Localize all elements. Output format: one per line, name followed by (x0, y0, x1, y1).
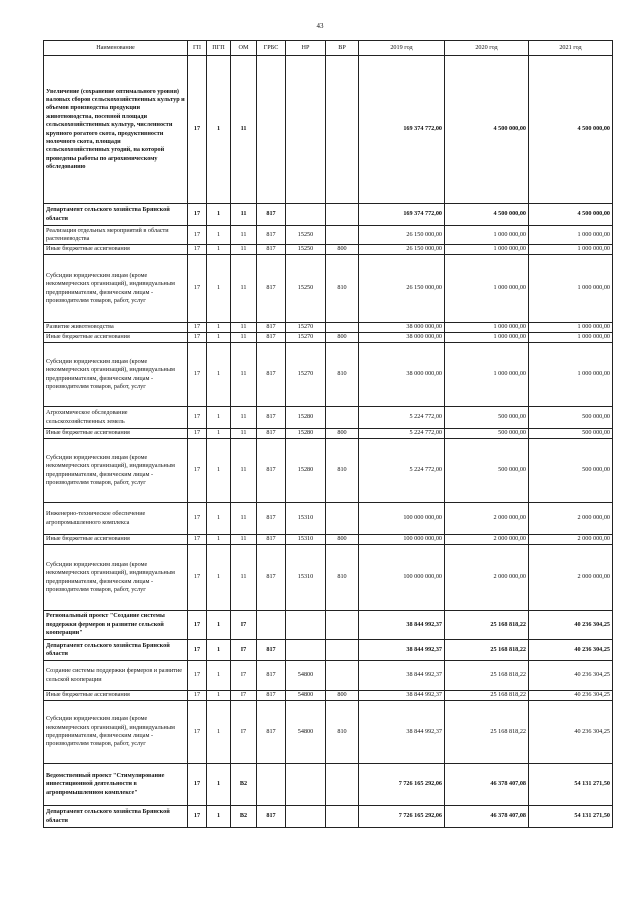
cell-np: 15270 (286, 323, 326, 333)
cell-pgp: 1 (207, 429, 231, 439)
cell-grbs: 817 (257, 343, 286, 407)
header-2021: 2021 год (529, 41, 613, 56)
cell-om: 11 (231, 56, 257, 204)
cell-grbs: 817 (257, 691, 286, 701)
cell-2021: 1 000 000,00 (529, 343, 613, 407)
cell-pgp: 1 (207, 333, 231, 343)
cell-2019: 26 150 000,00 (359, 255, 445, 323)
cell-2021: 500 000,00 (529, 429, 613, 439)
cell-grbs: 817 (257, 407, 286, 429)
cell-name: Развитие животноводства (44, 323, 188, 333)
cell-gp: 17 (188, 545, 207, 611)
table-row (44, 503, 613, 535)
cell-vr: 800 (326, 429, 359, 439)
cell-pgp: 1 (207, 204, 231, 226)
table-row (44, 333, 613, 343)
table-row (44, 611, 613, 640)
cell-pgp: 1 (207, 323, 231, 333)
cell-gp: 17 (188, 503, 207, 535)
cell-2020: 500 000,00 (445, 407, 529, 429)
cell-pgp: 1 (207, 343, 231, 407)
table-row (44, 429, 613, 439)
cell-om: I7 (231, 640, 257, 661)
cell-gp: 17 (188, 333, 207, 343)
cell-grbs: 817 (257, 661, 286, 691)
cell-2019: 38 844 992,37 (359, 661, 445, 691)
cell-2021: 1 000 000,00 (529, 333, 613, 343)
cell-pgp: 1 (207, 764, 231, 806)
header-name: Наименование (44, 41, 188, 56)
cell-name: Агрохимическое обследование сельскохозяйственных земель (44, 407, 188, 429)
table-row (44, 806, 613, 828)
table-row (44, 439, 613, 503)
header-gp: ГП (188, 41, 207, 56)
table-row (44, 764, 613, 806)
cell-np (286, 806, 326, 828)
cell-name: Увеличение (сохранение оптимального уровня) валовых сборов сельскохозяйственных культур и объемов производства продукции животноводства, посевной площади сельскохозяйственных культур, численности крупного рогатого скота, продуктивности молочного скота, площади сельскохозяйственных угодий, на которой проведены работы по агрохимическому обследованию (44, 56, 188, 204)
cell-name: Иные бюджетные ассигнования (44, 245, 188, 255)
cell-2020: 4 500 000,00 (445, 204, 529, 226)
table-row (44, 323, 613, 333)
cell-vr: 800 (326, 535, 359, 545)
cell-om: 11 (231, 226, 257, 245)
cell-2019: 169 374 772,00 (359, 204, 445, 226)
cell-name: Субсидии юридическим лицам (кроме некоммерческих организаций), индивидуальным предпринимателям, физическим лицам - производителям товаров, работ, услуг (44, 701, 188, 764)
cell-grbs (257, 611, 286, 640)
page-number: 43 (316, 22, 324, 30)
cell-vr (326, 806, 359, 828)
cell-2020: 2 000 000,00 (445, 503, 529, 535)
cell-pgp: 1 (207, 245, 231, 255)
cell-gp: 17 (188, 56, 207, 204)
budget-table (43, 40, 613, 828)
cell-2019: 100 000 000,00 (359, 535, 445, 545)
cell-gp: 17 (188, 226, 207, 245)
cell-np (286, 764, 326, 806)
cell-2021: 1 000 000,00 (529, 323, 613, 333)
cell-vr (326, 503, 359, 535)
cell-np (286, 640, 326, 661)
cell-np: 15310 (286, 503, 326, 535)
cell-2021: 2 000 000,00 (529, 545, 613, 611)
cell-vr: 800 (326, 245, 359, 255)
table-header-row (44, 41, 613, 56)
table-row (44, 204, 613, 226)
cell-pgp: 1 (207, 255, 231, 323)
cell-np: 15310 (286, 535, 326, 545)
cell-2021: 1 000 000,00 (529, 245, 613, 255)
cell-name: Инженерно-техническое обеспечение агропромышленного комплекса (44, 503, 188, 535)
cell-name: Ведомственный проект "Стимулирование инвестиционной деятельности в агропромышленном комплексе" (44, 764, 188, 806)
cell-pgp: 1 (207, 535, 231, 545)
cell-name: Департамент сельского хозяйства Брянской области (44, 204, 188, 226)
cell-om: 11 (231, 545, 257, 611)
cell-vr (326, 204, 359, 226)
cell-2020: 1 000 000,00 (445, 323, 529, 333)
header-grbs: ГРБС (257, 41, 286, 56)
cell-2019: 5 224 772,00 (359, 439, 445, 503)
cell-gp: 17 (188, 661, 207, 691)
cell-2021: 1 000 000,00 (529, 255, 613, 323)
cell-np: 15250 (286, 226, 326, 245)
cell-om: 11 (231, 439, 257, 503)
cell-om: 11 (231, 503, 257, 535)
cell-2020: 2 000 000,00 (445, 535, 529, 545)
cell-gp: 17 (188, 407, 207, 429)
cell-2020: 25 168 818,22 (445, 661, 529, 691)
cell-2021: 40 236 304,25 (529, 640, 613, 661)
cell-vr (326, 407, 359, 429)
cell-gp: 17 (188, 691, 207, 701)
cell-2020: 2 000 000,00 (445, 545, 529, 611)
cell-name: Региональный проект "Создание системы поддержки фермеров и развитие сельской кооперации" (44, 611, 188, 640)
cell-2019: 26 150 000,00 (359, 245, 445, 255)
cell-name: Иные бюджетные ассигнования (44, 691, 188, 701)
cell-2019: 7 726 165 292,06 (359, 806, 445, 828)
cell-name: Иные бюджетные ассигнования (44, 429, 188, 439)
cell-om: В2 (231, 764, 257, 806)
cell-2021: 2 000 000,00 (529, 503, 613, 535)
cell-vr: 810 (326, 545, 359, 611)
cell-pgp: 1 (207, 407, 231, 429)
cell-name: Реализация отдельных мероприятий в области растениеводства (44, 226, 188, 245)
cell-om: 11 (231, 255, 257, 323)
cell-np: 15310 (286, 545, 326, 611)
cell-grbs: 817 (257, 439, 286, 503)
cell-2019: 38 844 992,37 (359, 701, 445, 764)
cell-vr: 800 (326, 333, 359, 343)
cell-np: 54800 (286, 701, 326, 764)
cell-om: I7 (231, 691, 257, 701)
cell-np: 15280 (286, 407, 326, 429)
cell-2020: 1 000 000,00 (445, 255, 529, 323)
cell-pgp: 1 (207, 503, 231, 535)
cell-gp: 17 (188, 764, 207, 806)
cell-om: 11 (231, 535, 257, 545)
cell-grbs: 817 (257, 535, 286, 545)
cell-2020: 500 000,00 (445, 429, 529, 439)
cell-pgp: 1 (207, 640, 231, 661)
cell-vr (326, 226, 359, 245)
cell-pgp: 1 (207, 439, 231, 503)
cell-vr: 800 (326, 691, 359, 701)
cell-om: 11 (231, 343, 257, 407)
table-row (44, 545, 613, 611)
cell-grbs: 817 (257, 503, 286, 535)
cell-gp: 17 (188, 439, 207, 503)
cell-2021: 500 000,00 (529, 439, 613, 503)
cell-2020: 25 168 818,22 (445, 691, 529, 701)
cell-gp: 17 (188, 535, 207, 545)
cell-2021: 4 500 000,00 (529, 56, 613, 204)
cell-pgp: 1 (207, 806, 231, 828)
cell-pgp: 1 (207, 226, 231, 245)
cell-2021: 40 236 304,25 (529, 691, 613, 701)
cell-vr (326, 661, 359, 691)
cell-pgp: 1 (207, 691, 231, 701)
cell-om: 11 (231, 333, 257, 343)
cell-vr: 810 (326, 255, 359, 323)
cell-om: 11 (231, 245, 257, 255)
cell-np (286, 204, 326, 226)
cell-2019: 7 726 165 292,06 (359, 764, 445, 806)
cell-2019: 5 224 772,00 (359, 429, 445, 439)
cell-grbs: 817 (257, 806, 286, 828)
header-vr: ВР (326, 41, 359, 56)
cell-vr: 810 (326, 701, 359, 764)
cell-name: Субсидии юридическим лицам (кроме некоммерческих организаций), индивидуальным предпринимателям, физическим лицам - производителям товаров, работ, услуг (44, 343, 188, 407)
cell-grbs: 817 (257, 204, 286, 226)
cell-2019: 38 000 000,00 (359, 333, 445, 343)
cell-2019: 38 844 992,37 (359, 640, 445, 661)
cell-om: 11 (231, 429, 257, 439)
cell-np: 15280 (286, 429, 326, 439)
cell-gp: 17 (188, 640, 207, 661)
cell-vr (326, 764, 359, 806)
cell-grbs: 817 (257, 701, 286, 764)
cell-pgp: 1 (207, 56, 231, 204)
table-row (44, 226, 613, 245)
cell-np (286, 56, 326, 204)
cell-2020: 500 000,00 (445, 439, 529, 503)
cell-name: Субсидии юридическим лицам (кроме некоммерческих организаций), индивидуальным предпринимателям, физическим лицам - производителям товаров, работ, услуг (44, 439, 188, 503)
cell-2021: 4 500 000,00 (529, 204, 613, 226)
cell-gp: 17 (188, 255, 207, 323)
cell-name: Создание системы поддержки фермеров и развитие сельской кооперации (44, 661, 188, 691)
cell-gp: 17 (188, 806, 207, 828)
table-row (44, 255, 613, 323)
table-row (44, 640, 613, 661)
cell-2020: 46 378 407,08 (445, 764, 529, 806)
cell-2019: 100 000 000,00 (359, 503, 445, 535)
cell-grbs: 817 (257, 545, 286, 611)
cell-2021: 54 131 271,50 (529, 806, 613, 828)
cell-grbs: 817 (257, 226, 286, 245)
cell-np: 15250 (286, 255, 326, 323)
table-row (44, 245, 613, 255)
cell-2021: 40 236 304,25 (529, 661, 613, 691)
cell-2021: 2 000 000,00 (529, 535, 613, 545)
table-row (44, 661, 613, 691)
cell-2020: 4 500 000,00 (445, 56, 529, 204)
cell-grbs: 817 (257, 323, 286, 333)
cell-gp: 17 (188, 323, 207, 333)
cell-pgp: 1 (207, 611, 231, 640)
cell-vr (326, 323, 359, 333)
cell-2019: 38 844 992,37 (359, 611, 445, 640)
cell-pgp: 1 (207, 701, 231, 764)
cell-2020: 25 168 818,22 (445, 611, 529, 640)
cell-2021: 40 236 304,25 (529, 611, 613, 640)
table-row (44, 343, 613, 407)
cell-om: I7 (231, 701, 257, 764)
cell-name: Департамент сельского хозяйства Брянской области (44, 640, 188, 661)
table-body (44, 56, 613, 828)
cell-om: 11 (231, 323, 257, 333)
cell-gp: 17 (188, 701, 207, 764)
cell-vr (326, 56, 359, 204)
header-om: ОМ (231, 41, 257, 56)
cell-om: I7 (231, 661, 257, 691)
cell-name: Субсидии юридическим лицам (кроме некоммерческих организаций), индивидуальным предпринимателям, физическим лицам - производителям товаров, работ, услуг (44, 255, 188, 323)
header-2020: 2020 год (445, 41, 529, 56)
cell-grbs: 817 (257, 333, 286, 343)
table-row (44, 691, 613, 701)
cell-name: Департамент сельского хозяйства Брянской области (44, 806, 188, 828)
cell-2019: 5 224 772,00 (359, 407, 445, 429)
cell-2019: 169 374 772,00 (359, 56, 445, 204)
cell-gp: 17 (188, 245, 207, 255)
cell-np: 15280 (286, 439, 326, 503)
cell-np: 15270 (286, 343, 326, 407)
cell-2019: 38 000 000,00 (359, 343, 445, 407)
cell-2020: 1 000 000,00 (445, 245, 529, 255)
cell-vr (326, 611, 359, 640)
header-np: НР (286, 41, 326, 56)
cell-2020: 1 000 000,00 (445, 226, 529, 245)
table-row (44, 56, 613, 204)
cell-np (286, 611, 326, 640)
cell-2020: 25 168 818,22 (445, 701, 529, 764)
cell-om: I7 (231, 611, 257, 640)
cell-np: 15270 (286, 333, 326, 343)
cell-np: 15250 (286, 245, 326, 255)
cell-grbs: 817 (257, 255, 286, 323)
cell-vr: 810 (326, 343, 359, 407)
cell-2020: 46 378 407,08 (445, 806, 529, 828)
cell-2019: 38 000 000,00 (359, 323, 445, 333)
cell-2019: 100 000 000,00 (359, 545, 445, 611)
cell-pgp: 1 (207, 661, 231, 691)
cell-grbs (257, 764, 286, 806)
cell-2021: 40 236 304,25 (529, 701, 613, 764)
cell-2019: 38 844 992,37 (359, 691, 445, 701)
cell-grbs: 817 (257, 640, 286, 661)
cell-om: В2 (231, 806, 257, 828)
cell-grbs: 817 (257, 429, 286, 439)
cell-2021: 54 131 271,50 (529, 764, 613, 806)
cell-2020: 1 000 000,00 (445, 343, 529, 407)
cell-name: Субсидии юридическим лицам (кроме некоммерческих организаций), индивидуальным предпринимателям, физическим лицам - производителям товаров, работ, услуг (44, 545, 188, 611)
cell-name: Иные бюджетные ассигнования (44, 535, 188, 545)
cell-2021: 500 000,00 (529, 407, 613, 429)
cell-grbs: 817 (257, 245, 286, 255)
cell-om: 11 (231, 407, 257, 429)
header-pgp: ПГП (207, 41, 231, 56)
cell-gp: 17 (188, 429, 207, 439)
cell-om: 11 (231, 204, 257, 226)
table-row (44, 701, 613, 764)
cell-2020: 25 168 818,22 (445, 640, 529, 661)
cell-vr (326, 640, 359, 661)
cell-np: 54800 (286, 661, 326, 691)
cell-gp: 17 (188, 611, 207, 640)
cell-name: Иные бюджетные ассигнования (44, 333, 188, 343)
cell-grbs (257, 56, 286, 204)
cell-gp: 17 (188, 343, 207, 407)
cell-gp: 17 (188, 204, 207, 226)
header-2019: 2019 год (359, 41, 445, 56)
table-row (44, 407, 613, 429)
table-row (44, 535, 613, 545)
cell-2020: 1 000 000,00 (445, 333, 529, 343)
cell-np: 54800 (286, 691, 326, 701)
cell-2021: 1 000 000,00 (529, 226, 613, 245)
cell-vr: 810 (326, 439, 359, 503)
cell-2019: 26 150 000,00 (359, 226, 445, 245)
cell-pgp: 1 (207, 545, 231, 611)
